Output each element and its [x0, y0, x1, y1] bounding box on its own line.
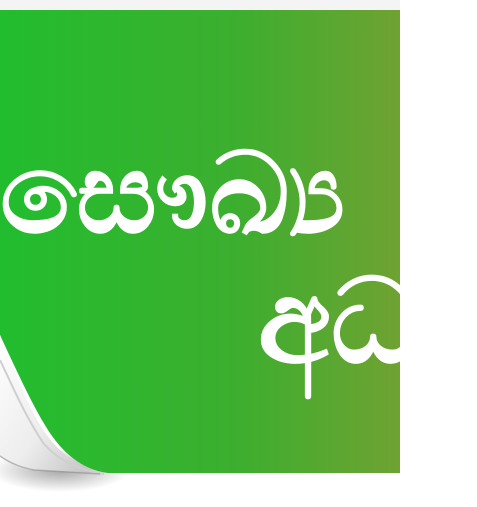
- banner-title-line1: සෞඛ්‍ය: [0, 129, 347, 259]
- banner-title-line2: අධ්‍ය: [258, 252, 477, 390]
